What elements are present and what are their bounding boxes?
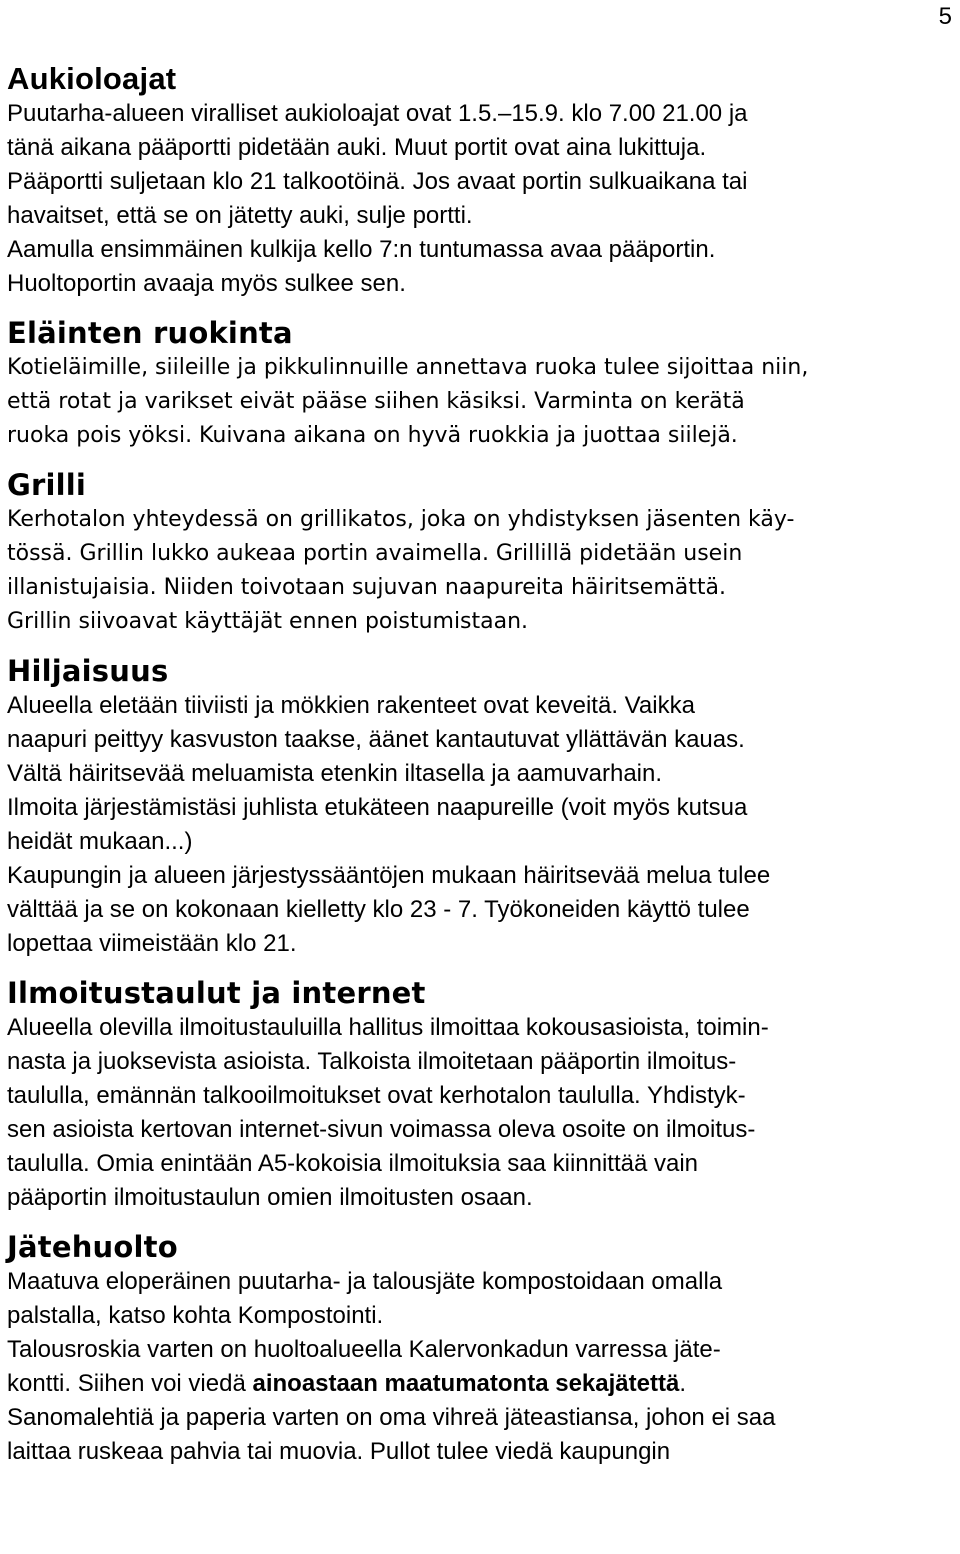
paragraph-line: Aamulla ensimmäinen kulkija kello 7:n tuntumassa avaa pääportin. [7,236,716,263]
paragraph-line: Huoltoportin avaaja myös sulkee sen. [7,270,406,297]
section-title-grilli: Grilli [7,468,87,502]
paragraph-line: Puutarha-alueen viralliset aukioloajat ovat 1.5.–15.9. klo 7.00 21.00 ja [7,100,748,127]
paragraph-line-with-emphasis [7,1367,955,1401]
section-title-jatehuolto: Jätehuolto [7,1230,178,1264]
paragraph-line: Kerhotalon yhteydessä on grillikatos, joka on yhdistyksen jäsenten käy- [7,507,795,532]
paragraph-line: laittaa ruskeaa pahvia tai muovia. Pullot tulee viedä kaupungin [7,1438,671,1465]
paragraph-line: Kaupungin ja alueen järjestyssääntöjen mukaan häiritsevää melua tulee [7,862,771,889]
paragraph-line: taululla. Omia enintään A5-kokoisia ilmoituksia saa kiinnittää vain [7,1150,699,1177]
section-title-aukioloajat: Aukioloajat [7,61,177,96]
section-title-ilmoitustaulut: Ilmoitustaulut ja internet [7,976,426,1010]
paragraph-line: palstalla, katso kohta Kompostointi. [7,1302,384,1329]
paragraph-line: nasta ja juoksevista asioista. Talkoista ilmoitetaan pääportin ilmoitus- [7,1048,737,1075]
text-fragment: . [679,1370,686,1397]
paragraph-line: Alueella olevilla ilmoitustauluilla hallitus ilmoittaa kokousasioista, toimin- [7,1014,769,1041]
paragraph-line: ruoka pois yöksi. Kuivana aikana on hyvä ruokkia ja juottaa siilejä. [7,423,738,448]
paragraph-line: Alueella eletään tiiviisti ja mökkien rakenteet ovat keveitä. Vaikka [7,692,695,719]
section-title-hiljaisuus: Hiljaisuus [7,654,169,688]
paragraph-line: välttää ja se on kokonaan kielletty klo 23 - 7. Työkoneiden käyttö tulee [7,896,750,923]
paragraph-line: Grillin siivoavat käyttäjät ennen poistumistaan. [7,609,529,634]
section-title-elainten-ruokinta: Eläinten ruokinta [7,316,293,350]
paragraph-line: taululla, emännän talkooilmoitukset ovat kerhotalon taululla. Yhdistyk- [7,1082,746,1109]
paragraph-line: naapuri peittyy kasvuston taakse, äänet kantautuvat yllättävän kauas. [7,726,745,753]
paragraph-line: illanistujaisia. Niiden toivotaan sujuvan naapureita häiritsemättä. [7,575,726,600]
paragraph-line: Ilmoita järjestämistäsi juhlista etukäteen naapureille (voit myös kutsua [7,794,748,821]
document-body [7,61,955,1469]
paragraph-line: sen asioista kertovan internet-sivun voimassa oleva osoite on ilmoitus- [7,1116,756,1143]
paragraph-line: pääportin ilmoitustaulun omien ilmoitusten osaan. [7,1184,533,1211]
page-number: 5 [938,3,952,30]
emphasis-text: ainoastaan maatumatonta sekajätettä [252,1370,680,1397]
paragraph-line: Kotieläimille, siileille ja pikkulinnuille annettava ruoka tulee sijoittaa niin, [7,355,809,380]
paragraph-line: Maatuva eloperäinen puutarha- ja talousjäte kompostoidaan omalla [7,1268,723,1295]
paragraph-line: heidät mukaan...) [7,828,193,855]
paragraph-line: tänä aikana pääportti pidetään auki. Muut portit ovat aina lukittuja. [7,134,707,161]
text-fragment: kontti. Siihen voi viedä [7,1370,253,1397]
paragraph-line: havaitset, että se on jätetty auki, sulje portti. [7,202,473,229]
paragraph-line: lopettaa viimeistään klo 21. [7,930,297,957]
paragraph-line: Pääportti suljetaan klo 21 talkootöinä. Jos avaat portin sulkuaikana tai [7,168,748,195]
paragraph-line: Vältä häiritsevää meluamista etenkin iltasella ja aamuvarhain. [7,760,663,787]
paragraph-line: että rotat ja varikset eivät pääse siihen käsiksi. Varminta on kerätä [7,389,745,414]
paragraph-line: Talousroskia varten on huoltoalueella Kalervonkadun varressa jäte- [7,1336,721,1363]
paragraph-line: Sanomalehtiä ja paperia varten on oma vihreä jäteastiansa, johon ei saa [7,1404,776,1431]
paragraph-line: tössä. Grillin lukko aukeaa portin avaimella. Grillillä pidetään usein [7,541,743,566]
